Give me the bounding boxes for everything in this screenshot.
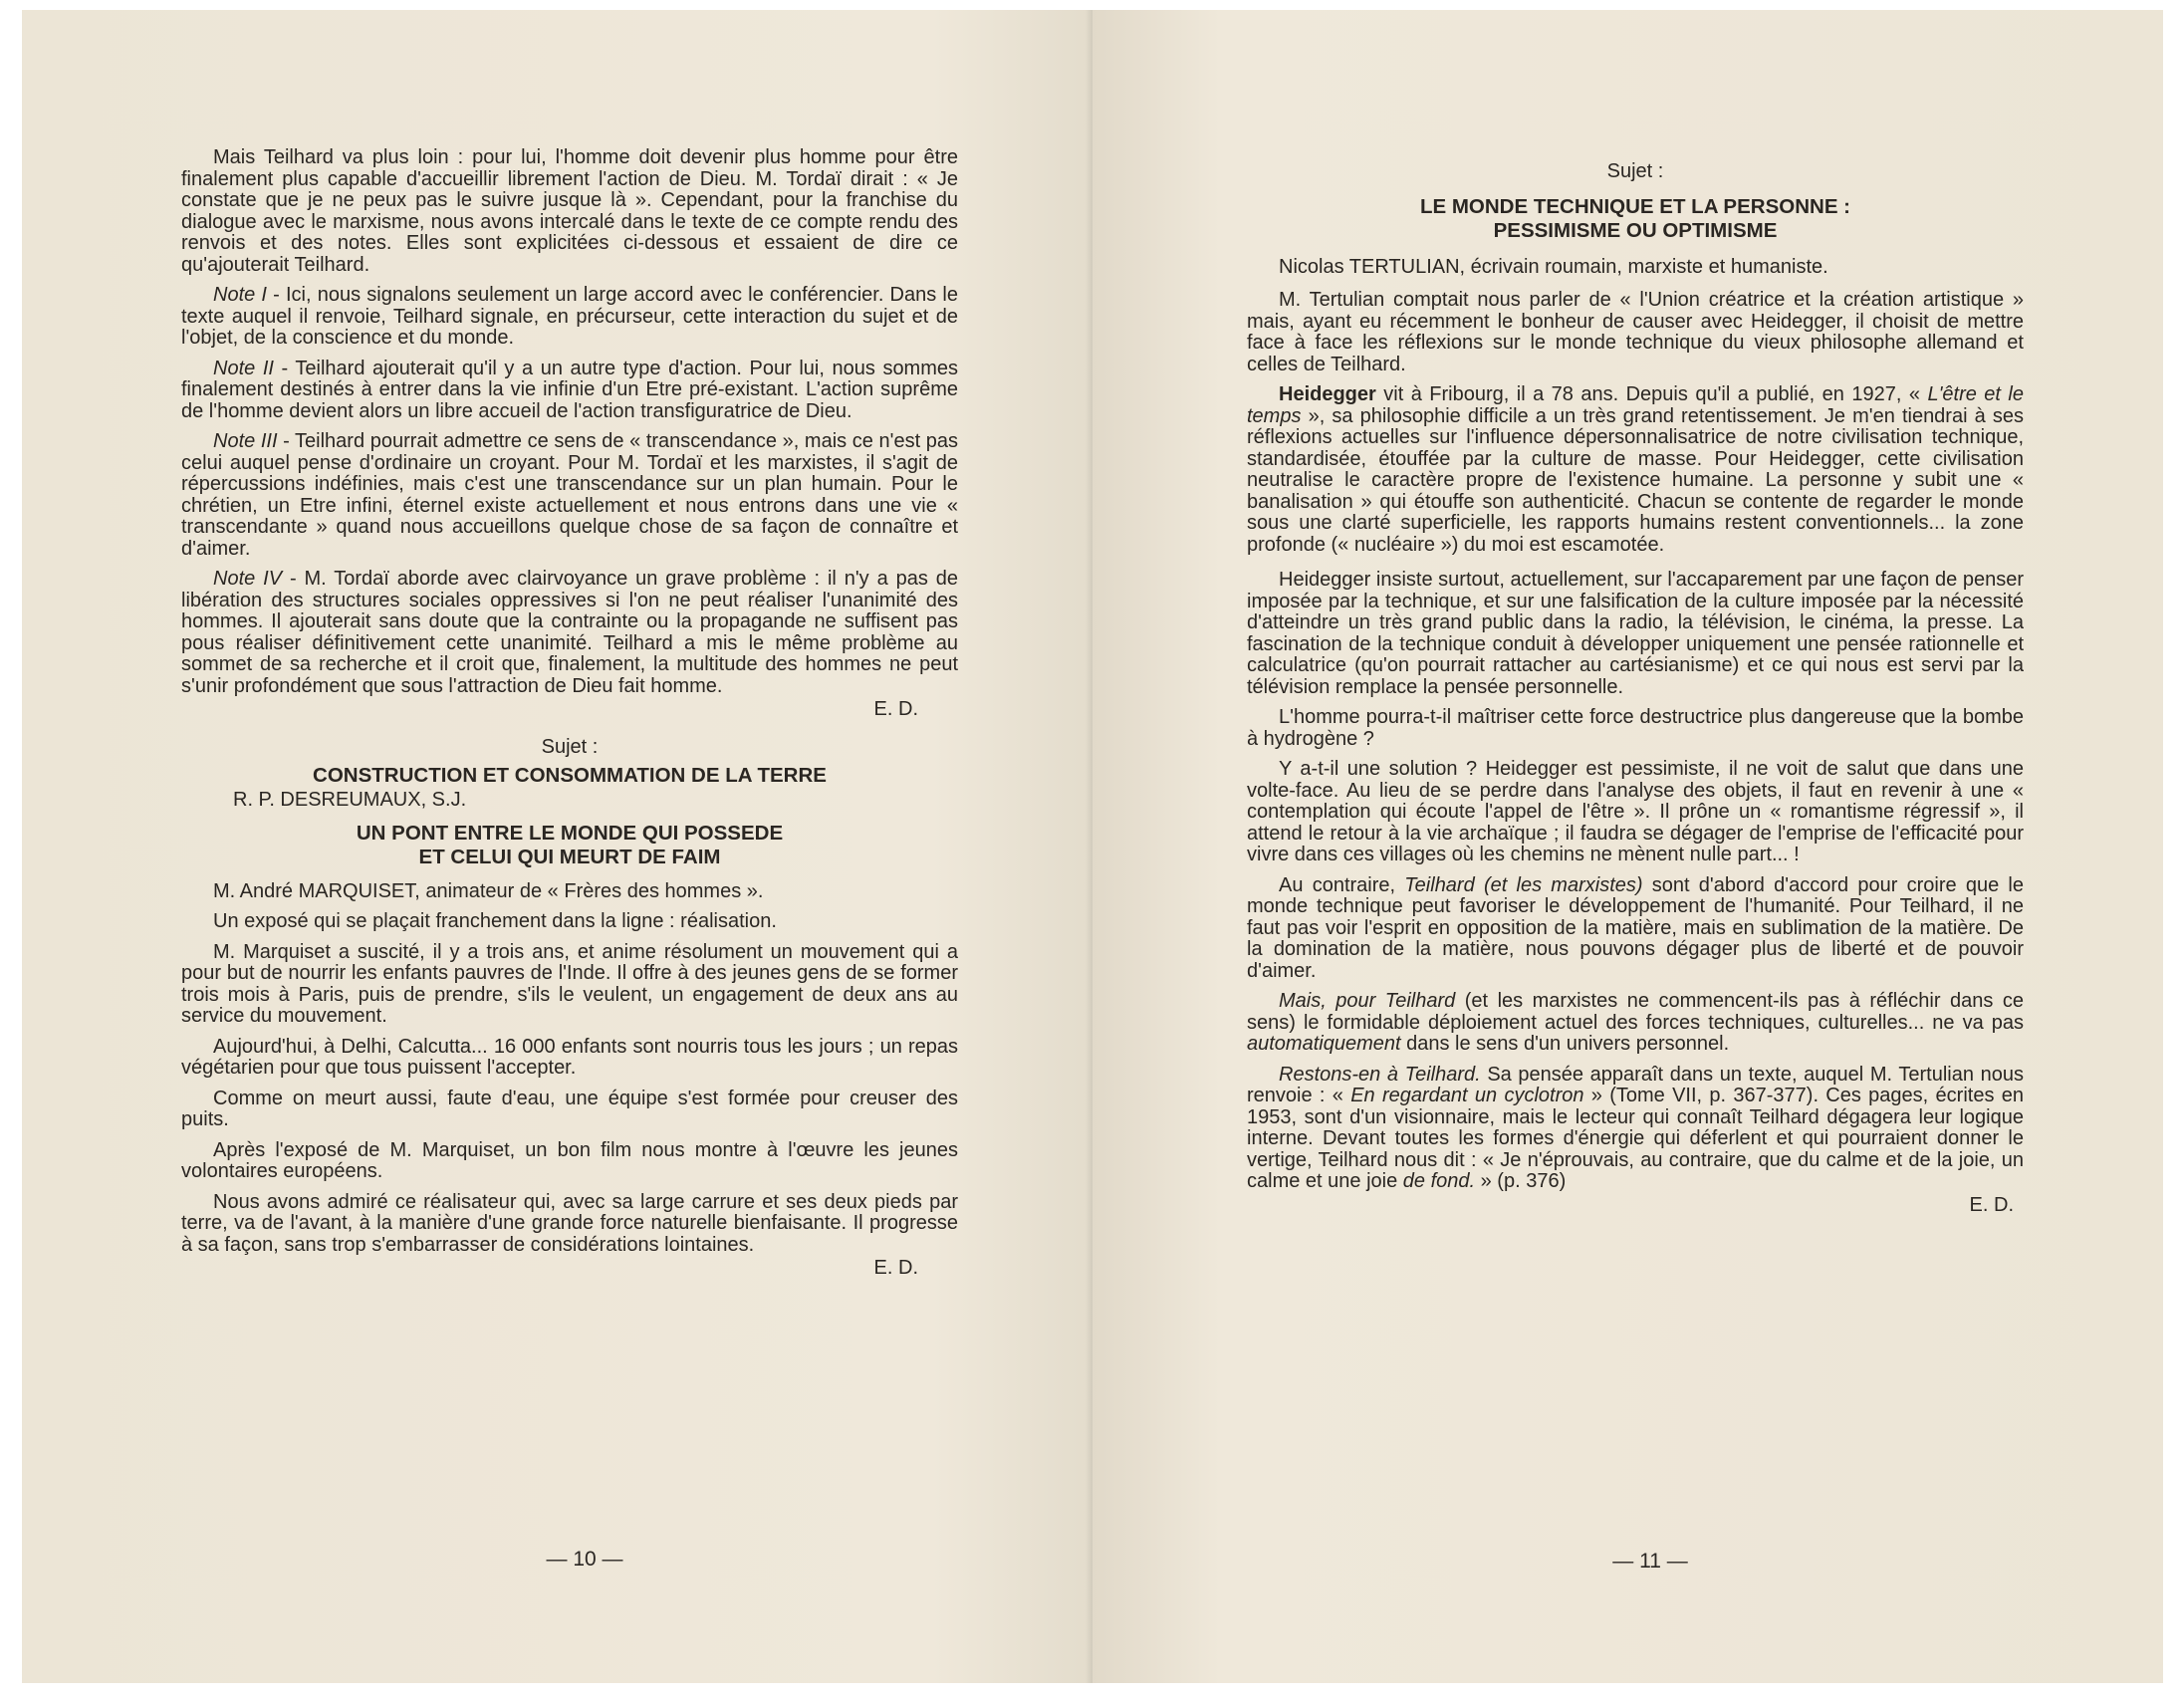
italic-run: Teilhard (et les marxistes) xyxy=(1404,873,1643,896)
section-heading: CONSTRUCTION ET CONSOMMATION DE LA TERRE xyxy=(313,764,827,787)
speaker-line: M. André MARQUISET, animateur de « Frères des hommes ». xyxy=(213,879,764,902)
paragraph: M. Tertulian comptait nous parler de « l'Union créatrice et la création artistique » mais, ayant eu récemment le bonheur de causer avec Heidegger, il choisit de mettre face à face les réflexions sur le monde technique du vieux philosophe allemand et celles de Teilhard. xyxy=(1247,289,2024,375)
note-2 xyxy=(181,359,958,423)
italic-run: de fond. xyxy=(1402,1170,1476,1192)
italic-run: automatiquement xyxy=(1247,1033,1401,1055)
text-run: » (p. 376) xyxy=(1475,1170,1567,1192)
text-run: Sa pensée apparaît dans un texte, auquel M. Tertulian nous renvoie : « xyxy=(1247,1063,2024,1106)
page-number: — 11 — xyxy=(1612,1550,1688,1573)
author-line: Nicolas TERTULIAN, écrivain roumain, marxiste et humaniste. xyxy=(1279,255,1828,278)
section-heading xyxy=(181,822,958,869)
note-label: Note III xyxy=(213,430,278,452)
text-run: sont d'abord d'accord pour croire que le monde technique peut favoriser le développement de l'humanité. Pour Teilhard, il ne faut pas voir l'esprit en opposition de la matière, mais en sublimation de la matière. De la domination de la matière, nous pouvons dégager plus de liberté et de pouvoir d'aimer. xyxy=(1247,873,2024,982)
text-run: » (Tome VII, p. 367-377). Ces pages, écrites en 1953, sont d'un visionnaire, mais le lecteur qui connaît Teilhard dégagera leur logique interne. Devant toutes les formes d'énergie qui déferlent et qui pourraient donner le vertige, Teilhard nous dit : « Je n'éprouvais, au contraire, que du calme et de la joie, un calme et une joie xyxy=(1247,1085,2024,1192)
left-text-column xyxy=(181,147,958,1290)
page-number: — 10 — xyxy=(546,1548,623,1571)
paragraph: Aujourd'hui, à Delhi, Calcutta... 16 000 enfants sont nourris tous les jours ; un repas végétarien pour que tous puissent l'accepter. xyxy=(181,1035,958,1079)
italic-run: Restons-en à Teilhard. xyxy=(1279,1063,1481,1086)
paragraph xyxy=(1247,384,2024,556)
text-run: Au contraire, xyxy=(1279,873,1405,896)
bold-name: Heidegger xyxy=(1279,383,1376,405)
text-run: dans le sens d'un univers personnel. xyxy=(1400,1033,1730,1055)
signature: E. D. xyxy=(873,698,918,720)
text-run: vit à Fribourg, il a 78 ans. Depuis qu'il a publié, en 1927, « xyxy=(1375,383,1928,405)
right-text-column xyxy=(1247,161,2024,1226)
paragraph: Nous avons admiré ce réalisateur qui, avec sa large carrure et ses deux pieds par terre, va de l'avant, à la manière d'une grande force naturelle bienfaisante. Il progresse à sa façon, sans trop s'embarrasser de considérations lointaines. xyxy=(181,1190,958,1256)
left-page xyxy=(22,10,1092,1683)
sujet-label: Sujet : xyxy=(541,735,599,758)
italic-run: En regardant un cyclotron xyxy=(1350,1085,1584,1106)
note-3 xyxy=(181,431,958,560)
heading-line: UN PONT ENTRE LE MONDE QUI POSSEDE xyxy=(356,821,784,845)
paragraph xyxy=(1247,1065,2024,1193)
paragraph: Mais Teilhard va plus loin : pour lui, l'homme doit devenir plus homme pour être finalement plus capable d'accueillir librement l'action de Dieu. M. Tordaï dirait : « Je constate que je ne peux pas le suivre jusque là ». Cependant, pour la franchise du dialogue avec le marxisme, nous avons intercalé dans le texte de ce compte rendu des renvois et des notes. Elles sont explicitées ci-dessous et essaient de dire ce qu'ajouterait Teilhard. xyxy=(181,146,958,276)
note-text: - Teilhard pourrait admettre ce sens de « transcendance », mais ce n'est pas celui auquel pense d'ordinaire un croyant. Pour M. Tordaï et les marxistes, il s'agit de répercussions indéfinies, mais c'est une transcendance sur un plan humain. Pour le chrétien, un Etre infini, éternel existe actuellement et nous entrons dans une vie « transcendante » quand nous accueillons quelque chose de sa façon de connaître et d'aimer. xyxy=(181,430,958,560)
heading-line: PESSIMISME OU OPTIMISME xyxy=(1493,218,1778,242)
author-line: R. P. DESREUMAUX, S.J. xyxy=(233,789,467,811)
text-run: », sa philosophie difficile a un très grand retentissement. Je m'en tiendrai à ses réflexions actuelles sur l'influence dépersonnalisatrice de notre civilisation technique, standardisée, étouffée par la culture de masse. Pour Heidegger, cette civilisation neutralise le caractère propre de l'existence humaine. La personne y subit une « banalisation » qui étouffe son authenticité. Chacun se contente de regarder le monde sous une clarté superficielle, les rapports humains restent conventionnels... la zone profonde (« nucléaire ») du moi est escamotée. xyxy=(1247,404,2024,556)
paragraph xyxy=(1247,991,2024,1056)
paragraph: Comme on meurt aussi, faute d'eau, une équipe s'est formée pour creuser des puits. xyxy=(181,1087,958,1130)
right-page xyxy=(1092,10,2163,1683)
paragraph: Y a-t-il une solution ? Heidegger est pessimiste, il ne voit de salut que dans une volte-face. Au lieu de se perdre dans l'analyse des objets, il faut en revenir à une « contemplation qui écoute l'appel de l'être ». Il prône un « romantisme régressif », il attend le retour à la vie archaïque ; il faudra se dégager de l'emprise de l'efficacité pour vivre dans ces villages où les chemins ne mènent nulle part... ! xyxy=(1247,758,2024,865)
text-run: (et les marxistes ne commencent-ils pas à réfléchir dans ce sens) le formidable déploiement actuel des forces techniques, culturelles... ne va pas xyxy=(1247,990,2024,1034)
note-label: Note II xyxy=(213,357,274,379)
heading-line: ET CELUI QUI MEURT DE FAIM xyxy=(418,845,721,868)
note-label: Note I xyxy=(213,284,267,306)
book-spread xyxy=(22,10,2163,1683)
paragraph xyxy=(1247,875,2024,983)
paragraph: M. Marquiset a suscité, il y a trois ans, et anime résolument un mouvement qui a pour but de nourrir les enfants pauvres de l'Inde. Il offre à des jeunes gens de se former trois mois à Paris, puis de prendre, s'ils le veulent, un engagement de deux ans au service du mouvement. xyxy=(181,940,958,1027)
note-label: Note IV xyxy=(213,568,283,590)
note-text: - M. Tordaï aborde avec clairvoyance un grave problème : il n'y a pas de libération des structures sociales oppressives si l'on ne peut réaliser l'unanimité des hommes. Il ajouterait sans doute que la contrainte ou la propagande ne suffisent pas pous réaliser définitivement cette unanimité. Teilhard a mis le même problème au sommet de sa recherche et il croit que, finalement, la multitude des hommes ne peut s'unir profondément que sous l'attraction de Dieu fait homme. xyxy=(181,568,958,697)
sujet-label: Sujet : xyxy=(1606,160,1664,182)
section-heading xyxy=(1247,195,2024,243)
paragraph: Un exposé qui se plaçait franchement dans la ligne : réalisation. xyxy=(213,910,777,932)
signature: E. D. xyxy=(1969,1193,2014,1216)
book-title: L'être et le temps xyxy=(1247,383,2025,427)
italic-run: Mais, pour Teilhard xyxy=(1279,990,1456,1012)
paragraph: L'homme pourra-t-il maîtriser cette force destructrice plus dangereuse que la bombe à hydrogène ? xyxy=(1247,706,2024,750)
signature: E. D. xyxy=(873,1257,918,1279)
note-4 xyxy=(181,569,958,697)
note-1 xyxy=(181,285,958,350)
note-text: - Ici, nous signalons seulement un large accord avec le conférencier. Dans le texte auquel il renvoie, Teilhard signale, en précurseur, cette interaction du sujet et de l'objet, de la conscience et du monde. xyxy=(181,284,958,349)
note-text: - Teilhard ajouterait qu'il y a un autre type d'action. Pour lui, nous sommes finalement destinés à entrer dans la vie infinie d'un Etre pré-existant. L'action suprême de l'homme devient alors un libre accueil de l'action transfiguratrice de Dieu. xyxy=(181,357,959,422)
paragraph: Après l'exposé de M. Marquiset, un bon film nous montre à l'œuvre les jeunes volontaires européens. xyxy=(181,1138,958,1182)
heading-line: LE MONDE TECHNIQUE ET LA PERSONNE : xyxy=(1419,194,1851,218)
paragraph: Heidegger insiste surtout, actuellement, sur l'accaparement par une façon de penser imposée par la technique, et sur une falsification de la culture imposée par la nécessité d'atteindre un très grand public dans la radio, la télévision, le cinéma, la presse. La fascination de la technique conduit à développer uniquement une pensée rationnelle et calculatrice (qu'on pourrait rattacher au cartésianisme) et ce qui nous est servi par la télévision remplace la pensée personnelle. xyxy=(1247,569,2024,698)
